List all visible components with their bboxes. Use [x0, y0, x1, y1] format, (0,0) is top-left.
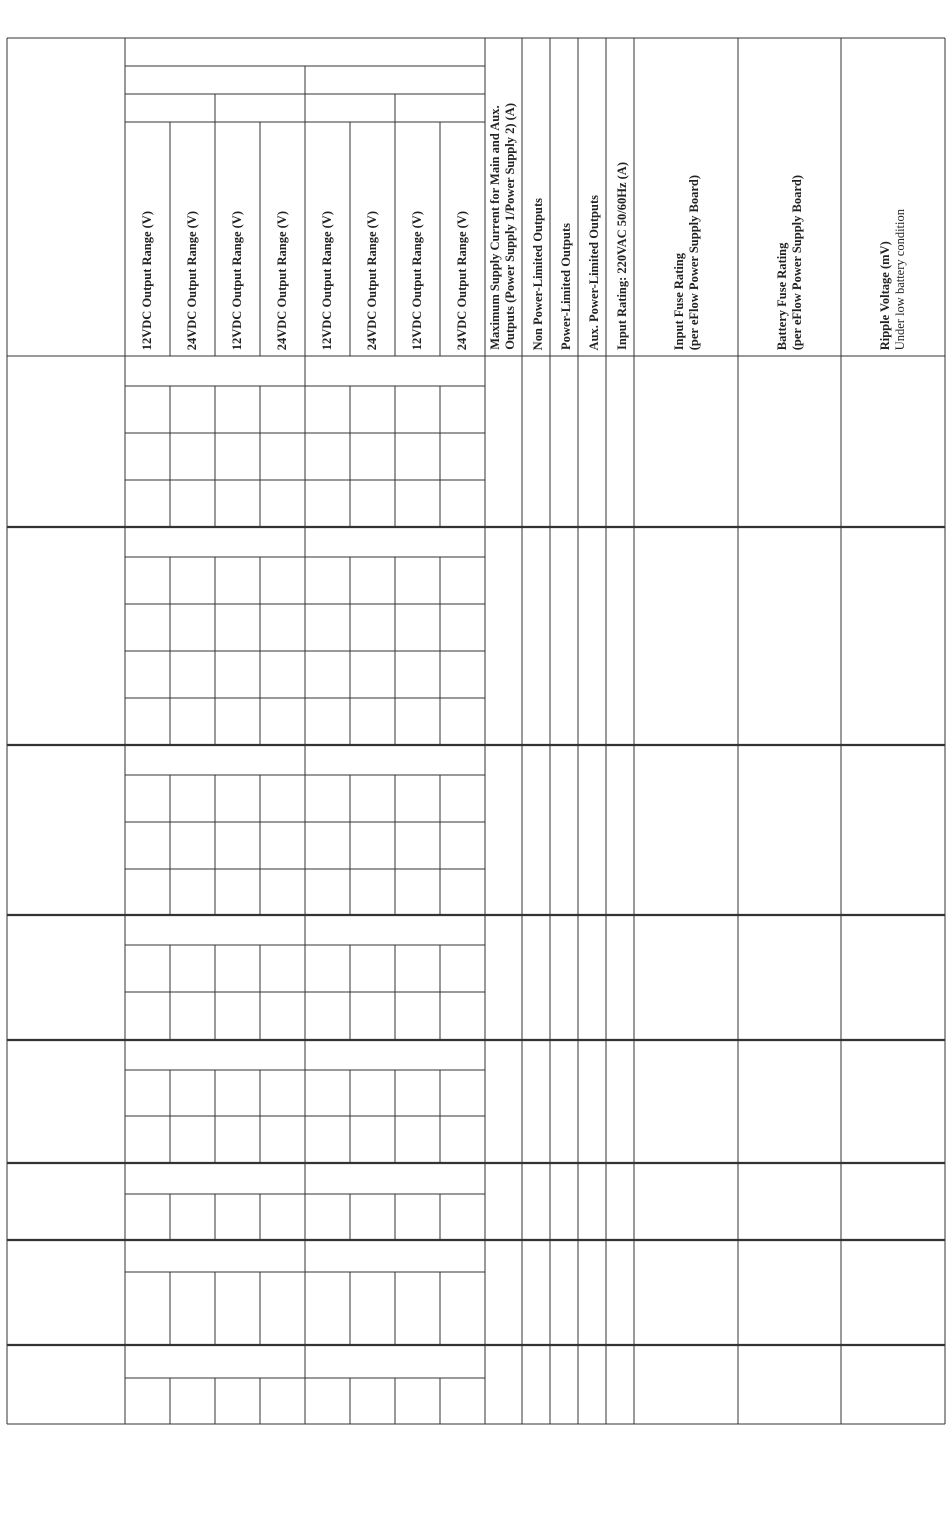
header-battery-fuse-line2: (per eFlow Power Supply Board) — [790, 174, 804, 350]
header-ripple-line1: Ripple Voltage (mV) — [878, 240, 892, 350]
header-max-supply-current — [488, 103, 518, 350]
header-output-range-3: 12VDC Output Range (V) — [230, 210, 244, 350]
header-battery-fuse-line1: Battery Fuse Rating — [775, 242, 789, 350]
header-power-limited: Power-Limited Outputs — [559, 223, 573, 350]
header-non-power-limited: Non Power-Limited Outputs — [531, 197, 545, 350]
header-ripple-line2: Under low battery condition — [893, 208, 907, 350]
header-battery-fuse-rating — [775, 175, 805, 350]
header-output-range-1: 12VDC Output Range (V) — [140, 210, 154, 350]
header-output-range-2: 24VDC Output Range (V) — [185, 210, 199, 350]
header-output-range-6: 24VDC Output Range (V) — [365, 210, 379, 350]
header-output-range-7: 12VDC Output Range (V) — [410, 210, 424, 350]
header-input-fuse-line2: (per eFlow Power Supply Board) — [687, 174, 701, 350]
header-input-fuse-line1: Input Fuse Rating — [672, 252, 686, 350]
header-output-range-5: 12VDC Output Range (V) — [320, 210, 334, 350]
header-max-supply-current-line1: Maximum Supply Current for Main and Aux. — [488, 105, 502, 350]
header-output-range-8: 24VDC Output Range (V) — [455, 210, 469, 350]
header-aux-power-limited: Aux. Power-Limited Outputs — [587, 194, 601, 350]
header-ripple-voltage — [878, 209, 908, 350]
header-output-range-4: 24VDC Output Range (V) — [275, 210, 289, 350]
header-input-fuse-rating — [672, 175, 702, 350]
header-input-rating: Input Rating: 220VAC 50/60Hz (A) — [615, 162, 629, 350]
header-max-supply-current-line2: Outputs (Power Supply 1/Power Supply 2) (A) — [503, 103, 517, 350]
